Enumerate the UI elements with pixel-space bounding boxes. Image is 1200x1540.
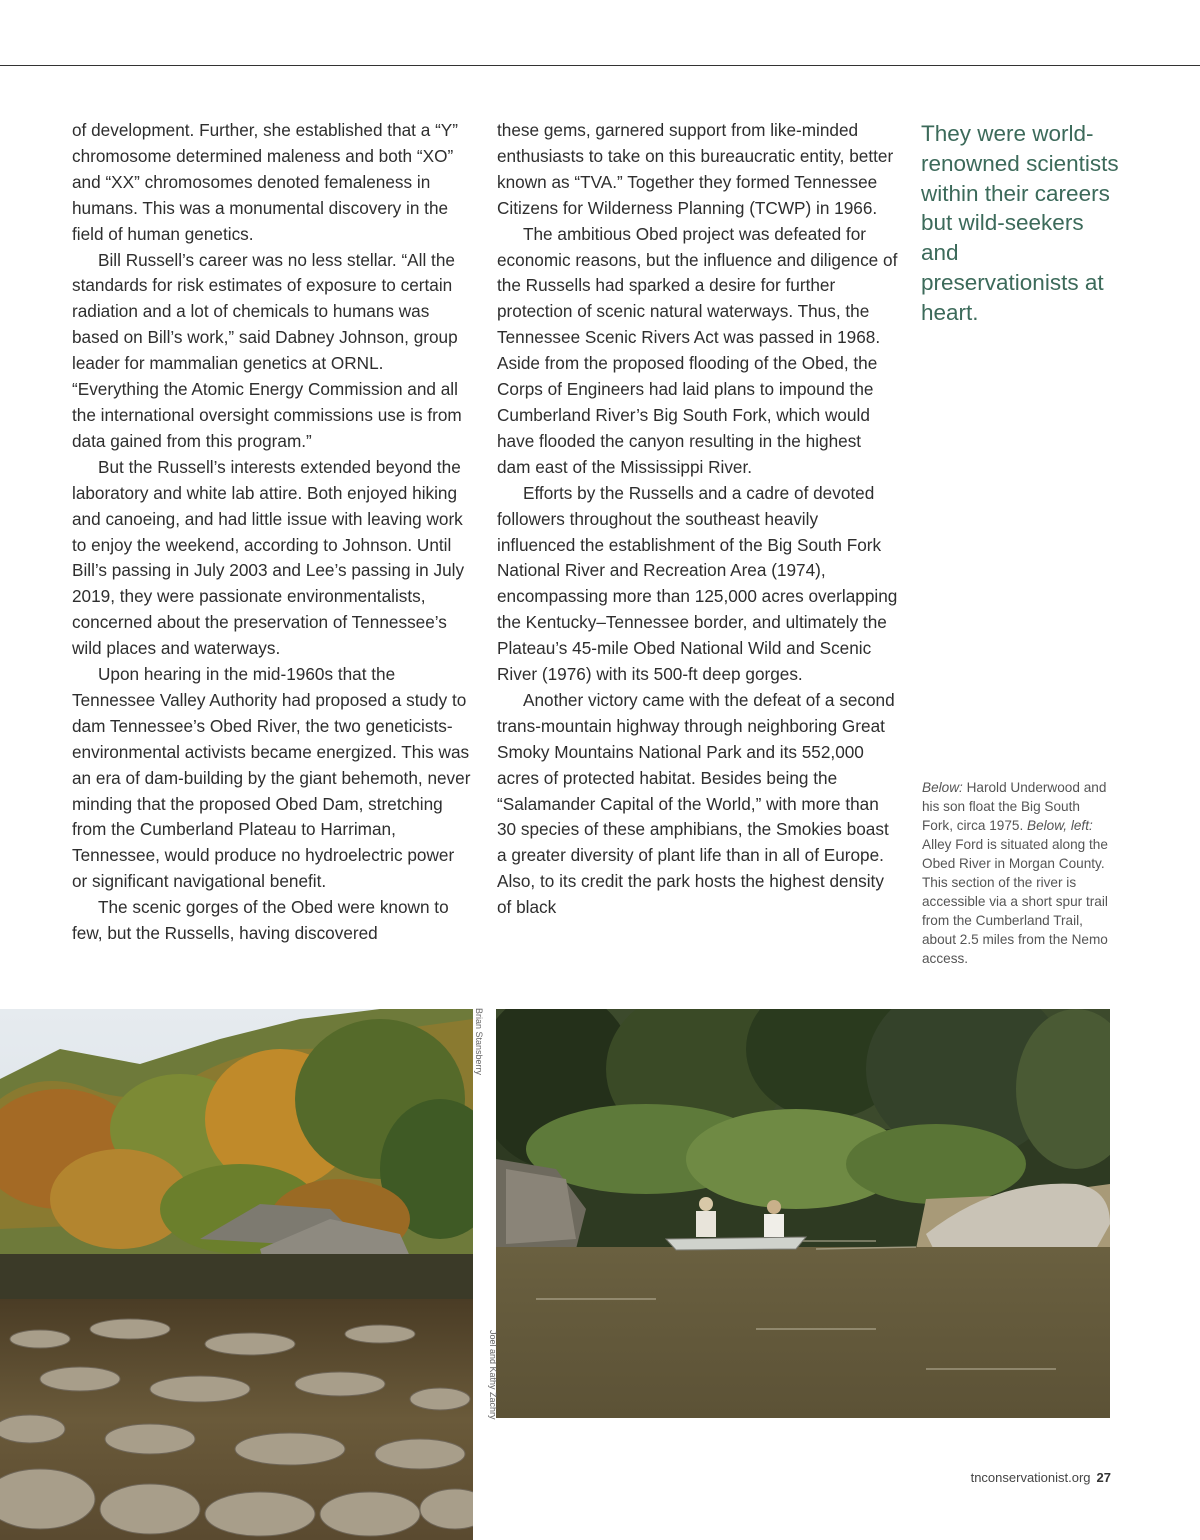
photo-big-south-fork xyxy=(496,1009,1110,1418)
header-rule xyxy=(0,65,1200,66)
paragraph: of development. Further, she established that a “Y” chromosome determined maleness and both “XO” and “XX” chromosomes denoted femaleness in humans. This was a monumental discovery in the field of human genetics. xyxy=(72,120,458,244)
article-column-1 xyxy=(72,118,474,947)
caption-text-below-left: Alley Ford is situated along the Obed River in Morgan County. This section of the river is accessible via a short spur trail from the Cumberland Trail, about 2.5 miles from the Nemo access. xyxy=(922,837,1108,966)
photo-alley-ford xyxy=(0,1009,473,1540)
website-label: tnconservationist.org xyxy=(970,1470,1091,1485)
page-number: 27 xyxy=(1096,1470,1111,1485)
paragraph: these gems, garnered support from like-minded enthusiasts to take on this bureaucratic entity, better known as “TVA.” Together they formed Tennessee Citizens for Wilderness Planning (TCWP) in 1966. xyxy=(497,120,894,218)
paragraph: The scenic gorges of the Obed were known to few, but the Russells, having discovered xyxy=(72,897,449,944)
pull-quote: They were world-renowned scientists within their careers but wild-seekers and preservationists at heart. xyxy=(921,121,1119,325)
caption-label-below: Below: xyxy=(922,780,963,795)
page-footer xyxy=(971,1470,1111,1485)
photo-credit-right: Joel and Kathy Zachry xyxy=(488,1330,498,1420)
photo-credit-left: Brian Stansberry xyxy=(474,1008,484,1076)
big-south-fork-image xyxy=(496,1009,1110,1418)
paragraph: The ambitious Obed project was defeated for economic reasons, but the influence and diligence of the Russells had sparked a desire for further protection of scenic natural waterways. Thus, the Tennessee Scenic Rivers Act was passed in 1968. Aside from the proposed flooding of the Obed, the Corps of Engineers had laid plans to impound the Cumberland River’s Big South Fork, which would have flooded the canyon resulting in the highest dam east of the Mississippi River. xyxy=(497,223,898,477)
caption-label-below-left: Below, left: xyxy=(1027,818,1093,833)
photo-caption xyxy=(922,778,1114,968)
paragraph: Another victory came with the defeat of a second trans-mountain highway through neighboring Great Smoky Mountains National Park and its 552,000 acres of protected habitat. Besides being the “Salamander Capital of the World,” with more than 30 species of these amphibians, the Smokies boast a greater diversity of plant life than in all of Europe. Also, to its credit the park hosts the highest density of black xyxy=(497,689,895,918)
paragraph: Bill Russell’s career was no less stellar. “All the standards for risk estimates of exposure to certain radiation and a lot of chemicals to humans was based on Bill’s work,” said Dabney Johnson, group leader for mammalian genetics at ORNL. “Everything the Atomic Energy Commission and all the international oversight commissions use is from data gained from this program.” xyxy=(72,249,462,451)
caption-text-below: Harold Underwood and his son float the Big South Fork, circa 1975. xyxy=(922,780,1107,833)
alley-ford-image xyxy=(0,1009,473,1540)
paragraph: But the Russell’s interests extended beyond the laboratory and white lab attire. Both enjoyed hiking and canoeing, and had little issue with leaving work to enjoy the weekend, according to Johnson. Until Bill’s passing in July 2003 and Lee’s passing in July 2019, they were passionate environmentalists, concerned about the preservation of Tennessee’s wild places and waterways. xyxy=(72,456,465,659)
article-column-2 xyxy=(497,118,899,921)
paragraph: Upon hearing in the mid-1960s that the Tennessee Valley Authority had proposed a study to dam Tennessee’s Obed River, the two geneticists-environmental activists became energized. This was an era of dam-building by the giant behemoth, never minding that the proposed Obed Dam, stretching from the Cumberland Plateau to Harriman, Tennessee, would produce no hydroelectric power or significant navigational benefit. xyxy=(72,664,471,892)
paragraph: Efforts by the Russells and a cadre of devoted followers throughout the southeast heavily influenced the establishment of the Big South Fork National River and Recreation Area (1974), encompassing more than 125,000 acres overlapping the Kentucky–Tennessee border, and ultimately the Plateau’s 45-mile Obed National Wild and Scenic River (1976) with its 500-ft deep gorges. xyxy=(497,482,898,685)
